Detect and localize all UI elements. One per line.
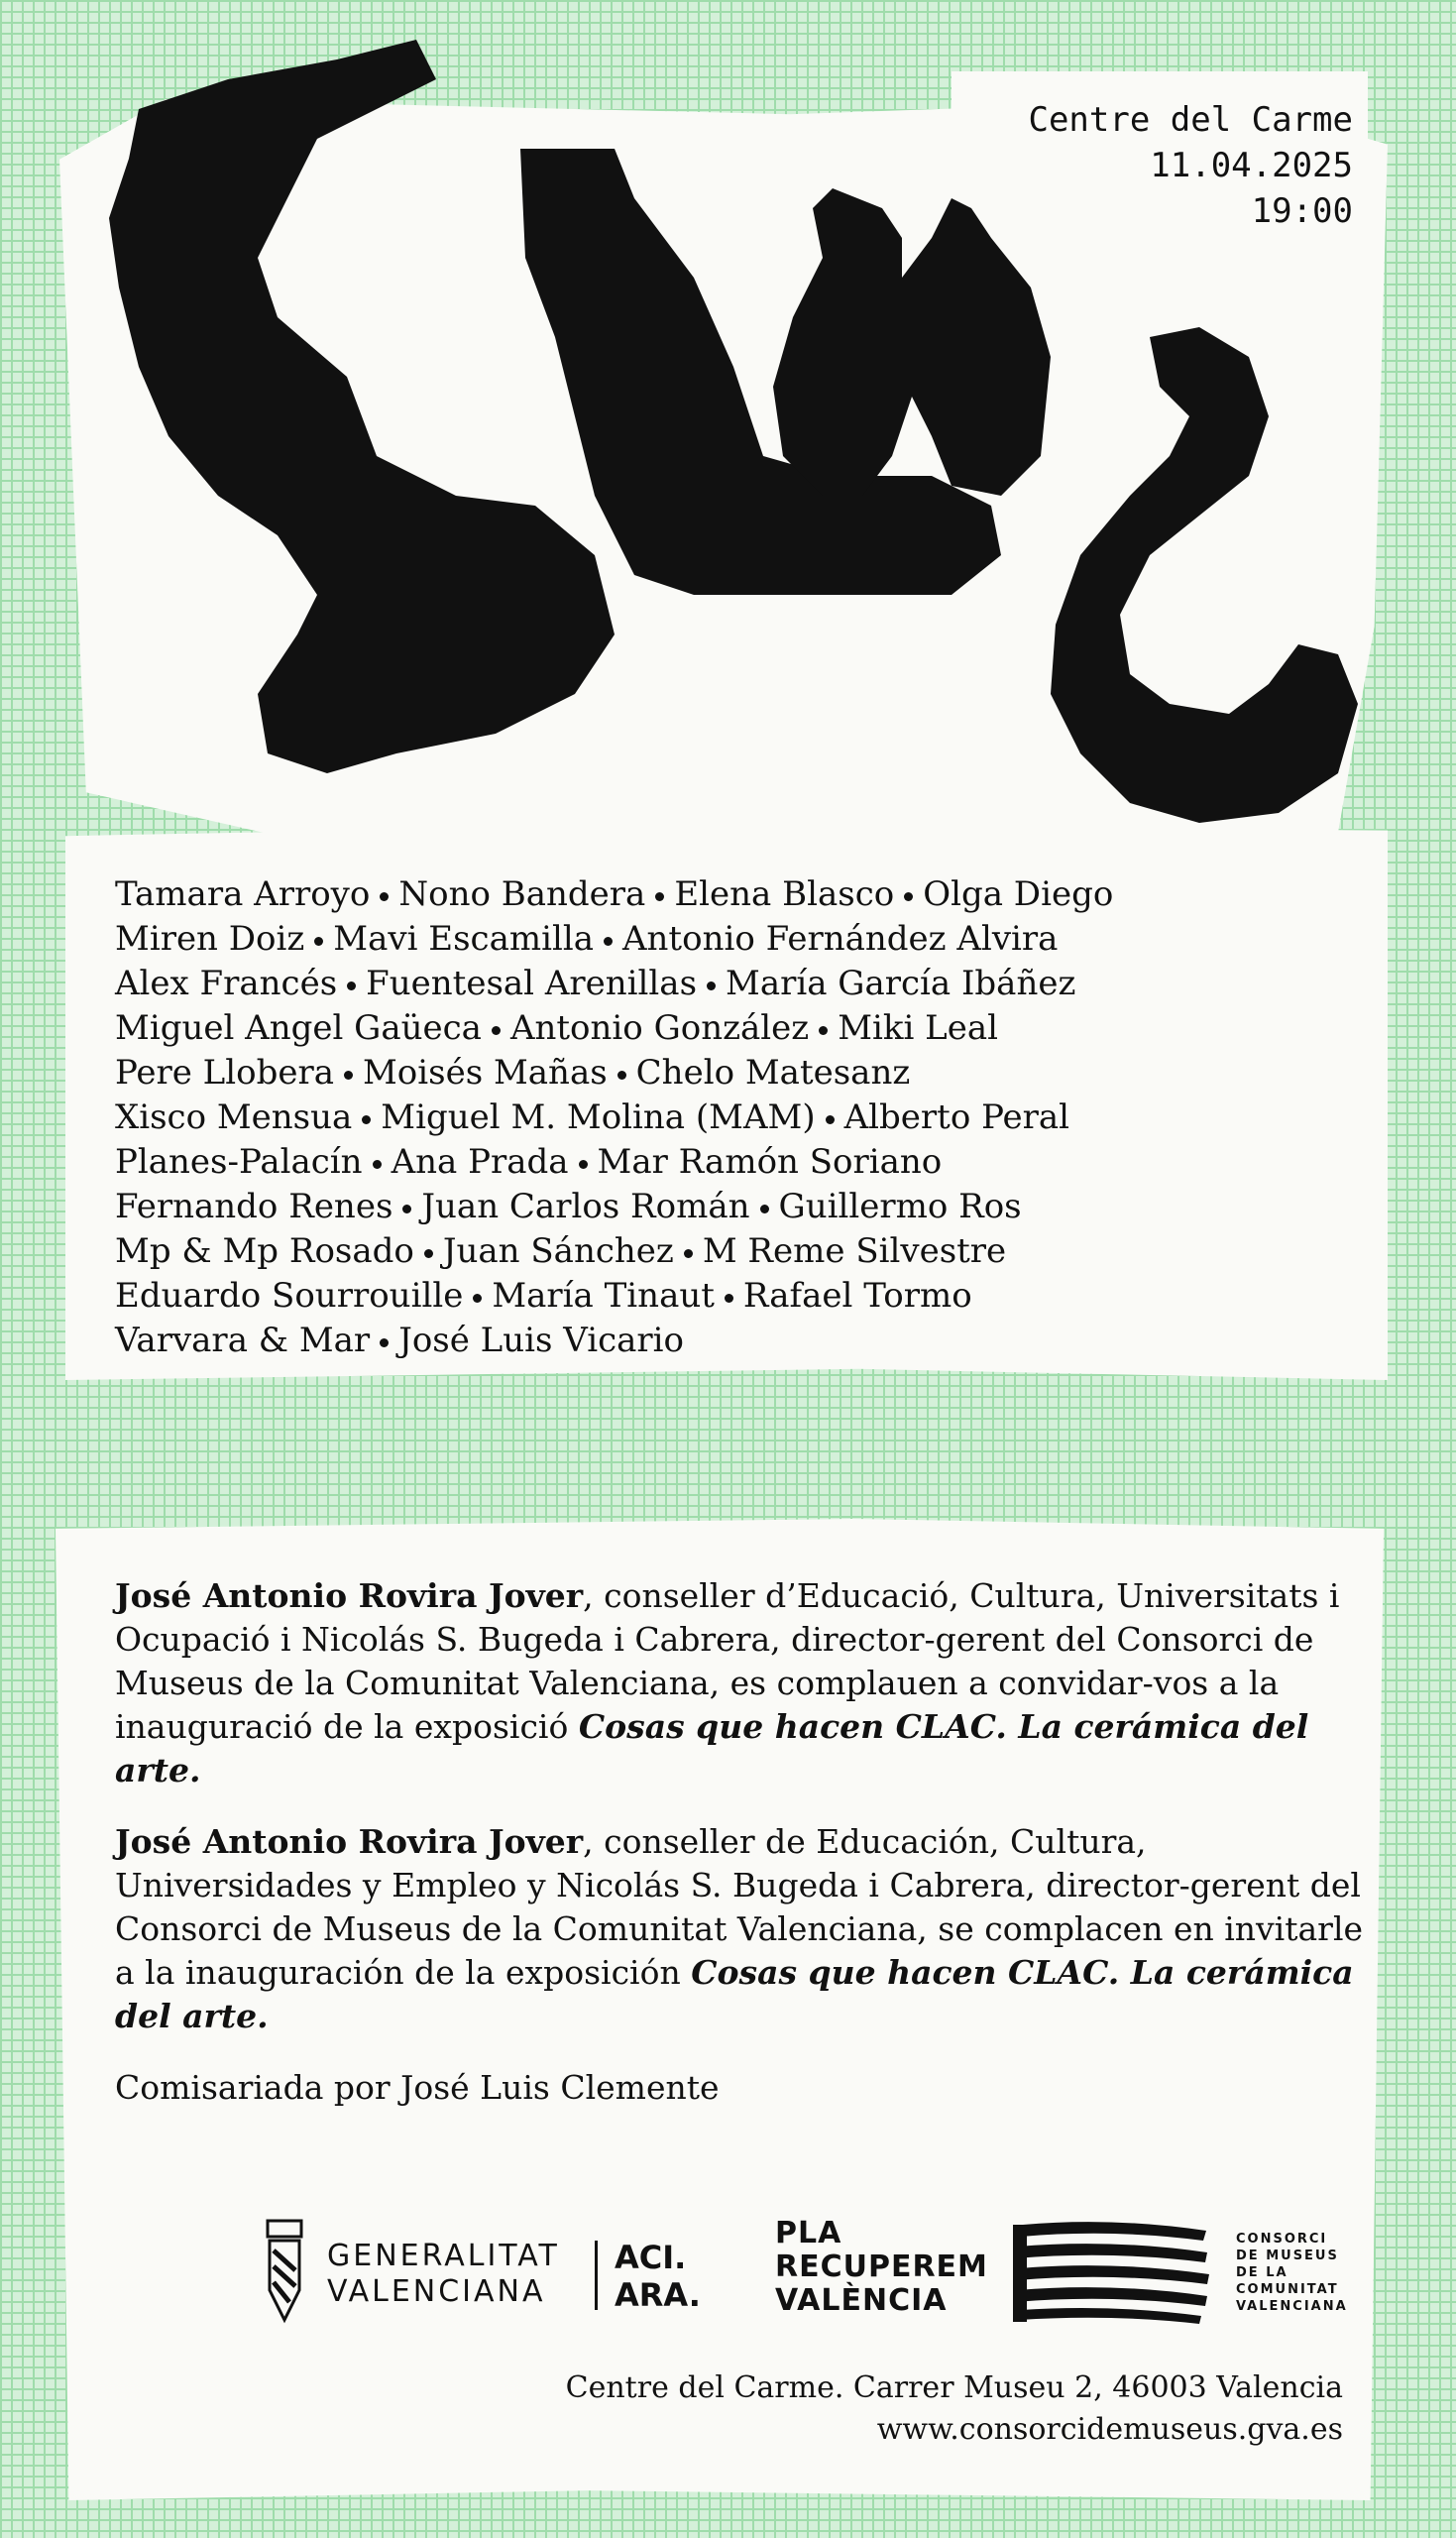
- bullet-separator: [473, 1294, 482, 1303]
- artist-line: [115, 1051, 1344, 1096]
- bullet-separator: [380, 1338, 389, 1347]
- artist-line: [115, 1229, 1344, 1274]
- website-link[interactable]: www.consorcidemuseus.gva.es: [876, 2412, 1343, 2447]
- consorci-logo: [1236, 2231, 1348, 2315]
- artist-name: Varvara & Mar: [115, 1321, 371, 1360]
- artist-line: [115, 872, 1344, 917]
- artist-line: [115, 1274, 1344, 1319]
- exhibition-title: Cosas que hacen CLAC. La cerámica del arte.: [115, 1707, 1309, 1789]
- curator-credit: Comisariada por José Luis Clemente: [115, 2068, 720, 2107]
- bullet-separator: [707, 981, 716, 990]
- address: Centre del Carme. Carrer Museu 2, 46003 Valencia: [565, 2370, 1343, 2405]
- bullet-separator: [380, 892, 389, 901]
- artist-name: Elena Blasco: [674, 874, 895, 914]
- artist-name: Alex Francés: [115, 964, 338, 1003]
- invitation-valencian: [115, 1574, 1364, 1792]
- aci-line-1: ACI.: [615, 2239, 687, 2276]
- invitation-text: , conseller d’Educació, Cultura, Universitats i Ocupació i Nicolás S. Bugeda i Cabrera, director-gerent del Consorci de Museus de la Comunitat Valenciana, es complauen a convidar-vos a la inauguració de la exposició: [115, 1576, 1340, 1746]
- bullet-separator: [402, 1205, 411, 1213]
- artist-name: Guillermo Ros: [778, 1187, 1022, 1226]
- invitation-text: , conseller de Educación, Cultura, Universidades y Empleo y Nicolás S. Bugeda i Cabrera, director-gerent del Consorci de Museus de la Comunitat Valenciana, se complacen en invitarle a la inauguración de la exposición: [115, 1822, 1364, 1992]
- aci-line-2: ARA.: [615, 2276, 701, 2314]
- artist-name: M Reme Silvestre: [702, 1231, 1007, 1271]
- bullet-separator: [819, 1026, 828, 1035]
- footer: [566, 2367, 1343, 2451]
- artist-name: Antonio Fernández Alvira: [621, 919, 1059, 959]
- artist-name: Chelo Matesanz: [635, 1053, 911, 1093]
- logo-divider: [595, 2241, 598, 2310]
- time: 19:00: [1251, 191, 1353, 231]
- consorci-line: VALENCIANA: [1236, 2299, 1348, 2314]
- artist-name: Xisco Mensua: [115, 1097, 353, 1137]
- host-name: José Antonio Rovira Jover: [115, 1576, 584, 1615]
- artist-name: Pere Llobera: [115, 1053, 334, 1093]
- bullet-separator: [617, 1071, 626, 1080]
- bullet-separator: [760, 1205, 769, 1213]
- bullet-separator: [424, 1249, 433, 1258]
- artist-line: [115, 1006, 1344, 1051]
- bullet-separator: [904, 892, 913, 901]
- bullet-separator: [826, 1115, 835, 1124]
- bullet-separator: [492, 1026, 501, 1035]
- bullet-separator: [725, 1294, 733, 1303]
- bullet-separator: [373, 1160, 382, 1169]
- artist-name: Juan Sánchez: [442, 1231, 674, 1271]
- artist-name: Miki Leal: [838, 1008, 999, 1048]
- artist-name: Eduardo Sourrouille: [115, 1276, 464, 1316]
- figure-c2-silhouette: [1051, 327, 1358, 823]
- artist-line: [115, 1140, 1344, 1185]
- artist-line: [115, 917, 1344, 962]
- brush-stripes-icon: [1013, 2217, 1211, 2326]
- bullet-separator: [314, 937, 323, 946]
- bullet-separator: [655, 892, 664, 901]
- bullet-separator: [347, 981, 356, 990]
- artist-name: Tamara Arroyo: [115, 874, 371, 914]
- artist-name: Ana Prada: [391, 1142, 569, 1182]
- artist-name: Planes-Palacín: [115, 1142, 363, 1182]
- artist-name: Miguel Angel Gaüeca: [115, 1008, 482, 1048]
- consorci-line: DE LA: [1236, 2265, 1288, 2280]
- artist-name: Miren Doiz: [115, 919, 305, 959]
- consorci-line: CONSORCI: [1236, 2232, 1328, 2247]
- bullet-separator: [344, 1071, 353, 1080]
- pla-line-2: RECUPEREM: [775, 2250, 988, 2284]
- gv-line-1: GENERALITAT: [327, 2239, 560, 2273]
- consorci-line: COMUNITAT: [1236, 2282, 1339, 2297]
- artist-name: Antonio González: [509, 1008, 810, 1048]
- host-name: José Antonio Rovira Jover: [115, 1822, 584, 1861]
- artist-name: Fernando Renes: [115, 1187, 393, 1226]
- bullet-separator: [604, 937, 613, 946]
- artist-name: Moisés Mañas: [362, 1053, 608, 1093]
- artist-name: Mavi Escamilla: [333, 919, 594, 959]
- figure-a-silhouette: [773, 188, 1051, 496]
- exhibition-title: Cosas que hacen CLAC. La cerámica del arte.: [115, 1953, 1354, 2035]
- artist-line: [115, 962, 1344, 1006]
- gv-line-2: VALENCIANA: [327, 2274, 546, 2309]
- artist-name: Olga Diego: [923, 874, 1114, 914]
- generalitat-shield-icon: [260, 2211, 309, 2330]
- artist-name: Alberto Peral: [843, 1097, 1069, 1137]
- artist-name: María García Ibáñez: [726, 964, 1076, 1003]
- sponsor-logos: [260, 2211, 1360, 2330]
- invitation-spanish: [115, 1820, 1364, 2038]
- artist-name: Mp & Mp Rosado: [115, 1231, 414, 1271]
- artist-line: [115, 1096, 1344, 1140]
- artist-name: José Luis Vicario: [398, 1321, 685, 1360]
- artist-line: [115, 1185, 1344, 1229]
- event-info: [1028, 97, 1353, 234]
- artist-name: Mar Ramón Soriano: [597, 1142, 943, 1182]
- artist-name: Fuentesal Arenillas: [366, 964, 698, 1003]
- date: 11.04.2025: [1150, 146, 1353, 185]
- pla-recuperem-logo: [775, 2217, 988, 2318]
- artist-name: Miguel M. Molina (MAM): [381, 1097, 816, 1137]
- generalitat-logo-text: [327, 2239, 560, 2310]
- pla-line-1: PLA: [775, 2216, 842, 2250]
- pla-line-3: VALÈNCIA: [775, 2283, 948, 2318]
- aci-ara-logo: [615, 2239, 701, 2314]
- bullet-separator: [362, 1115, 371, 1124]
- bullet-separator: [684, 1249, 693, 1258]
- artist-name: María Tinaut: [492, 1276, 715, 1316]
- artist-name: Rafael Tormo: [742, 1276, 972, 1316]
- artist-list: [115, 872, 1344, 1363]
- consorci-line: DE MUSEUS: [1236, 2249, 1339, 2263]
- artist-name: Juan Carlos Román: [421, 1187, 750, 1226]
- artist-name: Nono Bandera: [398, 874, 646, 914]
- artist-line: [115, 1319, 1344, 1363]
- bullet-separator: [579, 1160, 588, 1169]
- venue: Centre del Carme: [1028, 100, 1353, 140]
